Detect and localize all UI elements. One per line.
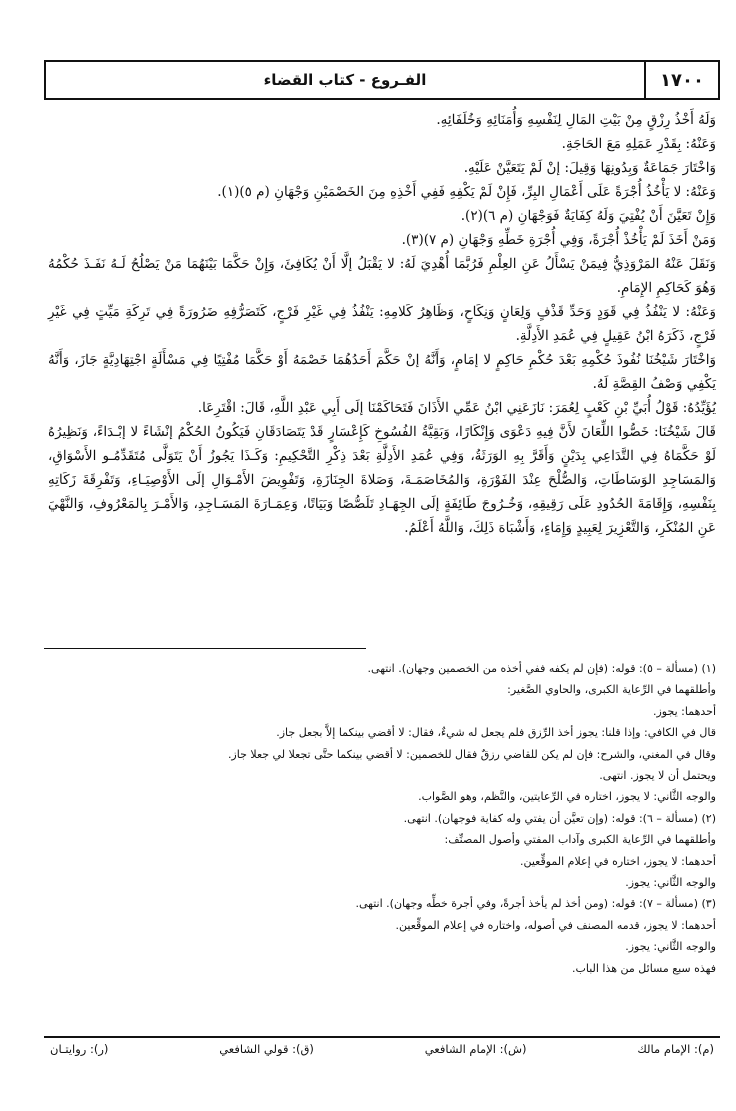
footer-legend (44, 1042, 720, 1056)
paragraph: قَالَ شَيْخُنَا: خَصُّوا اللِّعَانَ لأَنَّ فِيهِ دَعْوَى وَإِنْكَارًا، وَبَقِيَّةُ الفُسُوخِ كَإِعْسَارٍ قَدْ يَتَصَادَقَانِ فَيَكُونُ الحُكْمُ إنْشَاءً لا إبْـدَاءً، وَنَظِيرُهُ لَوْ حَكَّمَاهُ فِي التَّدَاعِي بِدَيْنٍ وَأَقَرَّ بِهِ الوَرَثَةُ، وَفِي عُمَدِ الأَدِلَّةِ بَعْدَ ذِكْرِ التَّحْكِيمِ: وَكَـذَا يَجُوزُ أَنْ يَتَوَلَّى مُتَقَدِّمُـو الأَسْوَاقِ، وَالمَسَاجِدِ الوَسَاطَاتِ، وَالصُّلْحَ عِنْدَ الفَوْرَةِ، وَالمُخَاصَمَـةَ، وَصَلاةَ الجِنَازَةِ، وَتَفْوِيضَ الأَمْـوَالِ إلَى الأَوْصِيَـاءِ، وَتَفْرِقَةَ زَكَاتِهِ بِنَفْسِهِ، وَإِقَامَةَ الحُدُودِ عَلَى رَقِيقِهِ، وَخُـرُوجَ طَائِفَةٍ إلَى الجِهَـادِ تَلَصُّصًا وَبَيَاتًا، وَعِمَـارَةَ المَسَـاجِدِ، وَالأَمْـرَ بِالمَعْرُوفِ، وَالنَّهْيَ عَنِ المُنْكَرِ، وَالتَّعْزِيرَ لِعَبِيدٍ وَإِمَاءٍ، وَأَشْبَاهَ ذَلِكَ، وَاللَّهُ أَعْلَمُ. (48, 424, 716, 536)
footnotes (44, 658, 720, 979)
footnote-line: والوجه الثَّاني: يجوز. (625, 876, 716, 890)
main-text (44, 108, 720, 540)
paragraph: وَاخْتَارَ جَمَاعَةٌ وَبِدُونِهَا وَقِيلَ: إنْ لَمْ يَتَعَيَّنْ عَلَيْهِ. (463, 160, 716, 176)
footnote-line: أحدهما: لا يجوز، قدمه المصنف في أصوله، واختاره في إعلام الموقِّعين. (395, 918, 716, 932)
legend-item-shafii-two-sayings: (ق): قولي الشافعي (219, 1042, 314, 1056)
footnote-line: والوجه الثَّاني: لا يجوز، اختاره في الرِّعايتين، والنَّظم، وهو الصَّواب. (418, 790, 716, 804)
footnote-line: وأطلقهما في الرِّعاية الكبرى، والحاوي الصَّغير: (507, 683, 716, 697)
page (44, 60, 720, 1056)
paragraph: يُؤَيِّدُهُ: قَوْلُ أُبَيِّ بْنِ كَعْبٍ لِعُمَرَ: نَازَعَنِي ابْنُ عَمِّي الأَذَانَ فَتَحَاكَمْنَا إلَى أَبِي عَبْدِ اللَّهِ، قَالَ: اقْتَرِعَا. (197, 400, 716, 416)
footnote-divider (44, 648, 366, 649)
footnote-line: وأطلقهما في الرِّعاية الكبرى وآداب المفتي وأصول المصنِّف: (444, 833, 716, 847)
footnote-line: وقال في المغني، والشرح: فإن لم يكن للقاضي رزقٌ فقال للخصمين: لا أقضي بينكما حتَّى تجعلا لي جعلا جاز. (227, 747, 716, 761)
paragraph: وَإِنْ تَعَيَّنَ أَنْ يُفْتِيَ وَلَهُ كِفَايَةٌ فَوَجْهَانِ (م ٦)(٢). (460, 208, 716, 224)
paragraph: وَعَنْهُ: لا يَنْفُذُ فِي قَوَدٍ وَحَدِّ قَذْفٍ وَلِعَانٍ وَنِكَاحٍ، وَظَاهِرُ كَلامِهِ: يَنْفُذُ فِي غَيْرِ فَرْجٍ، كَتَصَرُّفِهِ ضَرُورَةً فِي تَرِكَةِ مَيِّتٍ فِي غَيْرِ فَرْجٍ، ذَكَرَهُ ابْنُ عَقِيلٍ فِي عُمَدِ الأَدِلَّةِ. (48, 304, 716, 344)
footnote-line: (٣) (مسألة – ٧): قوله: (ومن أخذ لم يأخذ أجرةً، وفي أجرة خطِّه وجهان). انتهى. (355, 897, 716, 911)
footnote-line: قال في الكافي: وإذا قلنا: يجوز أخذ الرِّزق فلم يجعل له شيءٌ، فقال: لا أقضي بينكما إلاَّ بجعل جاز. (276, 726, 716, 740)
footnote-line: (٢) (مسألة – ٦): قوله: (وإن تعيَّن أن يفتي وله كفاية فوجهان). انتهى. (403, 811, 716, 825)
footnote-line: أحدهما: لا يجوز، اختاره في إعلام الموقِّعين. (519, 854, 716, 868)
paragraph: وَلَهُ أَخْذُ رِزْقٍ مِنْ بَيْتِ المَالِ لِنَفْسِهِ وَأُمَنَائِهِ وَخُلَفَائِهِ. (436, 112, 716, 128)
paragraph: وَاخْتَارَ شَيْخُنَا نُفُوذَ حُكْمِهِ بَعْدَ حُكْمِ حَاكِمٍ لا إمَامٍ، وَأَنَّهُ إنْ حَكَّمَ أَحَدُهُمَا خَصْمَهُ أَوْ حَكَّمَا مُفْتِيًا فِي مَسْأَلَةٍ اجْتِهَادِيَّةٍ جَازَ، وَأَنَّهُ يَكْفِي وَصْفُ القِصَّةِ لَهُ. (48, 352, 716, 392)
paragraph: وَعَنْهُ: لا يَأْخُذُ أُجْرَةً عَلَى أَعْمَالِ البِرِّ، فَإِنْ لَمْ يَكْفِهِ فَفِي أَخْذِهِ مِنَ الخَصْمَيْنِ وَجْهَانِ (م ٥)(١). (217, 184, 716, 200)
legend-item-two-narrations: (ر): روايتـان (50, 1042, 109, 1056)
footnote-line: أحدهما: يجوز. (653, 704, 716, 718)
footer-rule (44, 1036, 720, 1038)
page-number: ١٧٠٠ (644, 62, 718, 98)
legend-item-malik: (م): الإمام مالك (637, 1042, 714, 1056)
paragraph: وَمَنْ أَخَذَ لَمْ يَأْخُذْ أُجْرَةً، وَفِي أُجْرَةِ خَطِّهِ وَجْهَانِ (م ٧)(٣). (401, 232, 716, 248)
legend-item-shafii: (ش): الإمام الشافعي (424, 1042, 527, 1056)
paragraph: وَعَنْهُ: بِقَدْرِ عَمَلِهِ مَعَ الحَاجَةِ. (561, 136, 716, 152)
running-title: الفـروع - كتاب القضاء (263, 71, 427, 89)
footnote-line: (١) (مسألة – ٥): قوله: (فإن لم يكفه ففي أخذه من الخصمين وجهان). انتهى. (367, 662, 716, 675)
page-header (44, 60, 720, 100)
footnote-line: ويحتمل أن لا يجوز. انتهى. (599, 769, 716, 783)
footnote-line: فهذه سبع مسائل من هذا الباب. (571, 961, 716, 975)
paragraph: وَنَقَلَ عَنْهُ المَرْوَذِيُّ فِيمَنْ يَسْأَلُ عَنِ العِلْمِ فَرُبَّمَا أُهْدِيَ لَهُ: لا يَقْبَلُ إلَّا أَنْ يُكَافِئَ، وَإِنْ حَكَّمَا بَيْنَهُمَا مَنْ يَصْلُحُ لَـهُ نَفَـذَ حُكْمُهُ وَهُوَ كَحَاكِمِ الإِمَامِ. (48, 256, 716, 296)
footnote-line: والوجه الثَّاني: يجوز. (625, 940, 716, 954)
